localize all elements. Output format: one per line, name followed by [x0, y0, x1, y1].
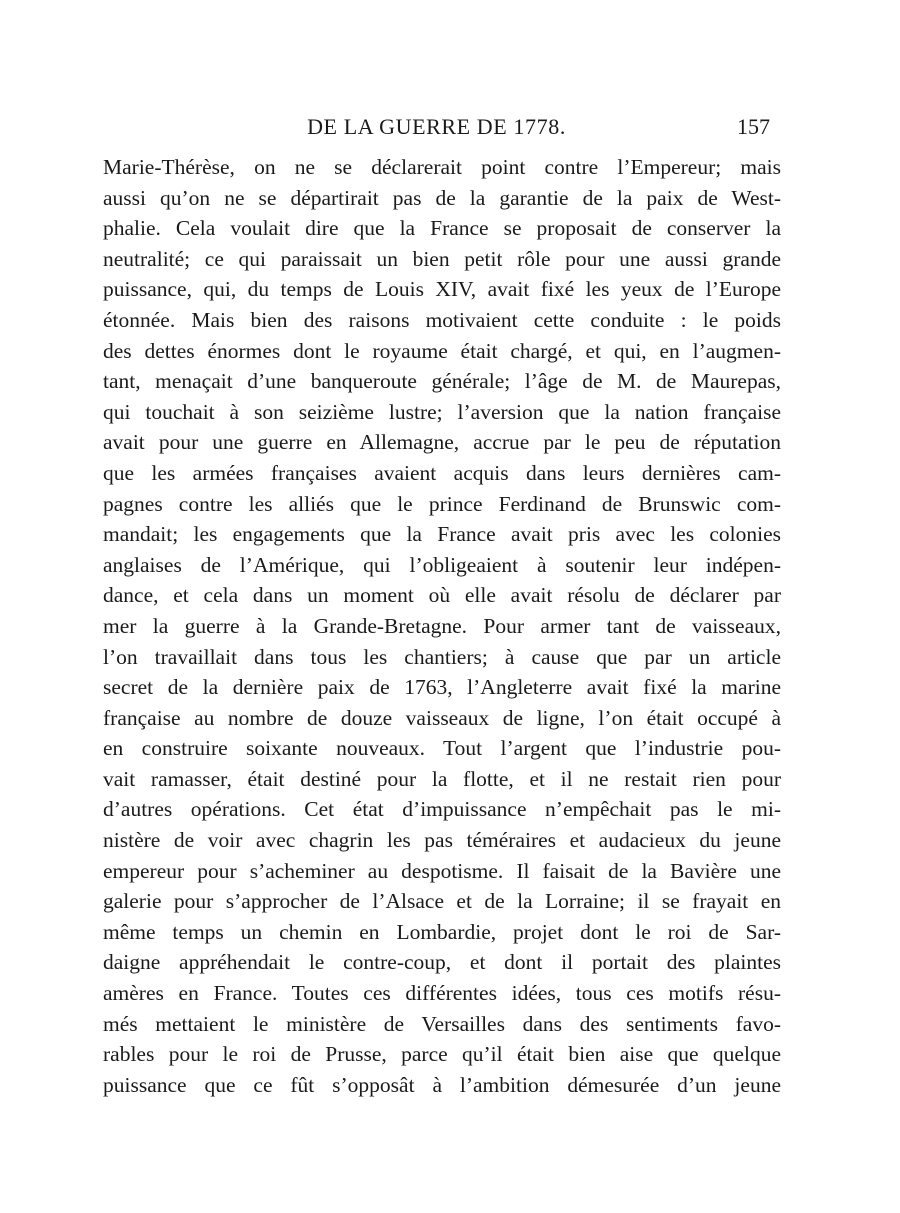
- text-line: d’autres opérations. Cet état d’impuissance n’empêchait pas le mi-: [103, 797, 781, 822]
- text-line: vait ramasser, était destiné pour la flotte, et il ne restait rien pour: [103, 766, 781, 791]
- text-line: més mettaient le ministère de Versailles dans des sentiments favo-: [103, 1011, 781, 1036]
- text-line: tant, menaçait d’une banqueroute générale; l’âge de M. de Maurepas,: [103, 369, 781, 394]
- running-header: [103, 114, 770, 146]
- text-line: daigne appréhendait le contre-coup, et dont il portait des plaintes: [103, 950, 781, 975]
- text-line: mandait; les engagements que la France avait pris avec les colonies: [103, 522, 781, 547]
- text-line: française au nombre de douze vaisseaux de ligne, l’on était occupé à: [103, 705, 781, 730]
- text-line: secret de la dernière paix de 1763, l’Angleterre avait fixé la marine: [103, 675, 781, 700]
- text-line: pagnes contre les alliés que le prince Ferdinand de Brunswic com-: [103, 491, 781, 516]
- text-line: aussi qu’on ne se départirait pas de la garantie de la paix de West-: [103, 185, 781, 210]
- text-line: en construire soixante nouveaux. Tout l’argent que l’industrie pou-: [103, 736, 781, 761]
- text-line: que les armées françaises avaient acquis dans leurs dernières cam-: [103, 460, 781, 485]
- text-line: des dettes énormes dont le royaume était chargé, et qui, en l’augmen-: [103, 338, 781, 363]
- text-line: galerie pour s’approcher de l’Alsace et de la Lorraine; il se frayait en: [103, 889, 781, 914]
- page-number: 157: [737, 114, 770, 139]
- text-line: Marie-Thérèse, on ne se déclarerait point contre l’Empereur; mais: [103, 155, 781, 179]
- running-title: DE LA GUERRE DE 1778.: [307, 114, 566, 139]
- text-line: même temps un chemin en Lombardie, projet dont le roi de Sar-: [103, 919, 781, 944]
- text-line: puissance que ce fût s’opposât à l’ambition démesurée d’un jeune: [103, 1072, 781, 1097]
- text-line: amères en France. Toutes ces différentes idées, tous ces motifs résu-: [103, 981, 781, 1006]
- text-line: phalie. Cela voulait dire que la France se proposait de conserver la: [103, 216, 781, 241]
- text-line: l’on travaillait dans tous les chantiers; à cause que par un article: [103, 644, 781, 669]
- text-line: dance, et cela dans un moment où elle avait résolu de déclarer par: [103, 583, 781, 608]
- text-line: empereur pour s’acheminer au despotisme. Il faisait de la Bavière une: [103, 858, 781, 883]
- text-line: anglaises de l’Amérique, qui l’obligeaient à soutenir leur indépen-: [103, 552, 781, 577]
- text-line: qui touchait à son seizième lustre; l’aversion que la nation française: [103, 399, 781, 424]
- text-line: nistère de voir avec chagrin les pas téméraires et audacieux du jeune: [103, 828, 781, 853]
- text-line: étonnée. Mais bien des raisons motivaient cette conduite : le poids: [103, 307, 781, 332]
- text-line: rables pour le roi de Prusse, parce qu’il était bien aise que quelque: [103, 1042, 781, 1067]
- text-line: mer la guerre à la Grande-Bretagne. Pour armer tant de vaisseaux,: [103, 613, 781, 638]
- text-line: avait pour une guerre en Allemagne, accrue par le peu de réputation: [103, 430, 781, 455]
- text-line: neutralité; ce qui paraissait un bien petit rôle pour une aussi grande: [103, 246, 781, 271]
- text-line: puissance, qui, du temps de Louis XIV, avait fixé les yeux de l’Europe: [103, 277, 781, 302]
- body-text: [103, 152, 781, 1100]
